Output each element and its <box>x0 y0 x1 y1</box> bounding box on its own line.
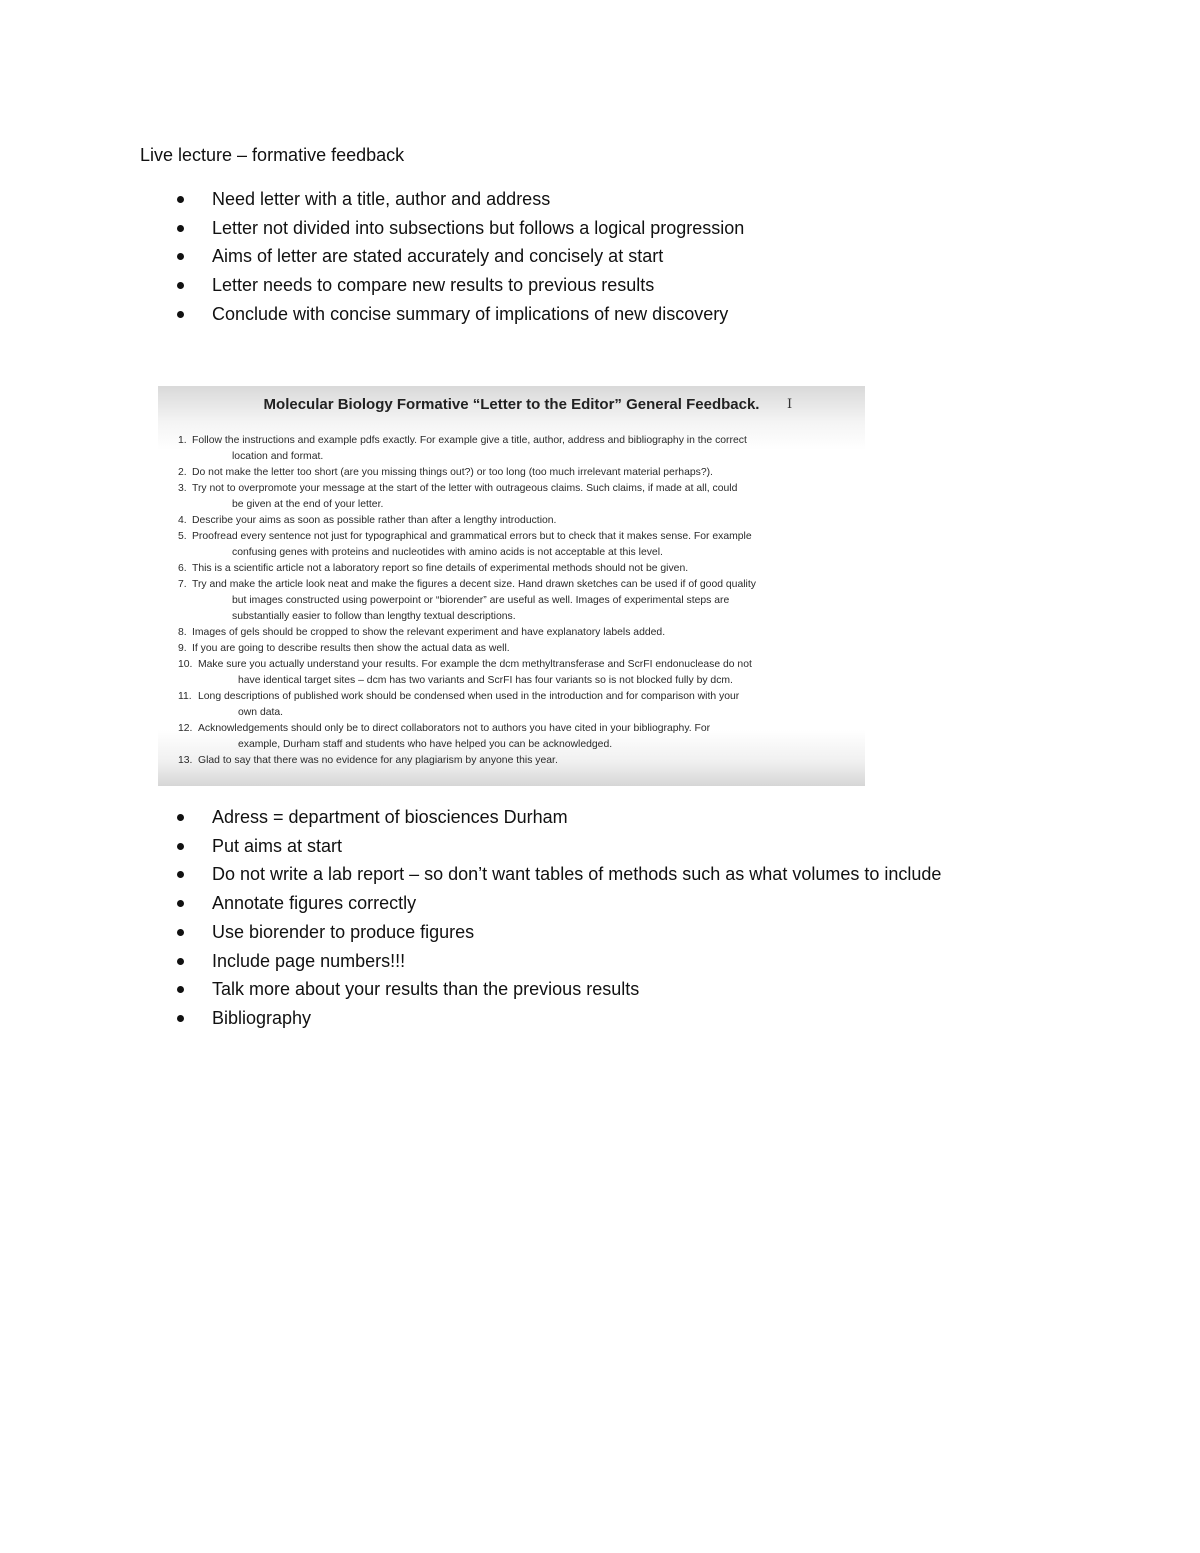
bullet-icon <box>177 843 184 850</box>
slide-list-item <box>178 657 854 689</box>
item-text: Long descriptions of published work should be condensed when used in the introduction and for comparison with your <box>198 691 740 702</box>
slide-list-item <box>178 753 854 769</box>
item-number: 7. <box>178 579 187 590</box>
item-text: Follow the instructions and example pdfs exactly. For example give a title, author, address and bibliography in the correct <box>192 435 747 446</box>
item-text: Describe your aims as soon as possible rather than after a lengthy introduction. <box>192 515 557 526</box>
bullet-text: Letter needs to compare new results to previous results <box>212 275 655 296</box>
item-text: Try and make the article look neat and make the figures a decent size. Hand drawn sketches can be used if of good quality <box>192 579 756 590</box>
item-number: 9. <box>178 643 187 654</box>
list-item <box>140 271 744 300</box>
list-item <box>140 242 744 271</box>
item-text-continued: substantially easier to follow than lengthy textual descriptions. <box>232 611 516 622</box>
page-heading: Live lecture – formative feedback <box>140 145 405 165</box>
item-text: Do not make the letter too short (are you missing things out?) or too long (too much irrelevant material perhaps?). <box>192 467 713 478</box>
item-number: 4. <box>178 515 187 526</box>
slide-list-item <box>178 689 854 721</box>
bullet-icon <box>177 282 184 289</box>
bullet-icon <box>177 900 184 907</box>
list-item <box>140 975 941 1004</box>
slide-list-item <box>178 465 854 481</box>
slide-list-item <box>178 577 854 625</box>
bullet-text: Aims of letter are stated accurately and concisely at start <box>212 246 664 267</box>
slide-list-item <box>178 721 854 753</box>
item-number: 11. <box>178 691 192 702</box>
item-text: Try not to overpromote your message at the start of the letter with outrageous claims. Such claims, if made at all, could <box>192 483 738 494</box>
bullet-icon <box>177 929 184 936</box>
bullet-icon <box>177 225 184 232</box>
list-item <box>140 860 941 889</box>
bullet-text: Put aims at start <box>212 835 343 856</box>
list-item <box>140 889 941 918</box>
bullet-icon <box>177 871 184 878</box>
slide-list-item <box>178 625 854 641</box>
feedback-slide-image <box>158 386 865 786</box>
bullet-text: Bibliography <box>212 1007 312 1028</box>
item-text: If you are going to describe results then show the actual data as well. <box>192 643 510 654</box>
list-item <box>140 803 941 832</box>
list-item <box>140 918 941 947</box>
item-text: This is a scientific article not a laboratory report so fine details of experimental methods should not be given. <box>192 563 689 574</box>
bullet-icon <box>177 196 184 203</box>
item-number: 13. <box>178 755 193 766</box>
item-text: Make sure you actually understand your results. For example the dcm methyltransferase and ScrFI endonuclease do not <box>198 659 752 670</box>
slide-list-item <box>178 529 854 561</box>
item-text-continued: example, Durham staff and students who have helped you can be acknowledged. <box>238 739 613 750</box>
bullet-icon <box>177 986 184 993</box>
list-item <box>140 214 744 243</box>
bullet-icon <box>177 1015 184 1022</box>
bottom-bullet-list <box>140 803 941 1033</box>
bullet-text: Talk more about your results than the previous results <box>212 979 640 1000</box>
item-text: Glad to say that there was no evidence for any plagiarism by anyone this year. <box>198 755 558 766</box>
item-text-continued: confusing genes with proteins and nucleotides with amino acids is not acceptable at this level. <box>232 547 663 558</box>
item-text: Proofread every sentence not just for typographical and grammatical errors but to check that it makes sense. For example <box>192 531 752 542</box>
slide-list-item <box>178 513 854 529</box>
item-text: Acknowledgements should only be to direct collaborators not to authors you have cited in your bibliography. For <box>198 723 711 734</box>
item-number: 8. <box>178 627 187 638</box>
item-number: 1. <box>178 435 187 446</box>
bullet-icon <box>177 253 184 260</box>
bullet-text: Need letter with a title, author and address <box>212 189 551 209</box>
item-text-continued: but images constructed using powerpoint or “biorender” are useful as well. Images of experimental steps are <box>232 595 730 606</box>
item-number: 2. <box>178 467 187 478</box>
item-number: 5. <box>178 531 187 542</box>
list-item <box>140 832 941 861</box>
item-text-continued: be given at the end of your letter. <box>232 499 384 510</box>
bullet-text: Adress = department of biosciences Durham <box>212 807 568 827</box>
bullet-text: Include page numbers!!! <box>212 950 406 971</box>
slide-list-item <box>178 433 854 465</box>
slide-title: Molecular Biology Formative “Letter to the Editor” General Feedback. <box>263 396 760 413</box>
bullet-text: Conclude with concise summary of implications of new discovery <box>212 303 729 324</box>
slide-list-item <box>178 561 854 577</box>
bullet-text: Annotate figures correctly <box>212 893 417 914</box>
bullet-icon <box>177 814 184 821</box>
bullet-text: Letter not divided into subsections but follows a logical progression <box>212 217 745 238</box>
bullet-icon <box>177 311 184 318</box>
bullet-icon <box>177 958 184 965</box>
item-text: Images of gels should be cropped to show the relevant experiment and have explanatory labels added. <box>192 627 666 638</box>
list-item <box>140 1004 941 1033</box>
bullet-text: Use biorender to produce figures <box>212 921 475 942</box>
item-number: 12. <box>178 723 193 734</box>
slide-list-item <box>178 481 854 513</box>
item-number: 10. <box>178 659 193 670</box>
text-cursor-icon: I <box>787 397 793 412</box>
item-number: 3. <box>178 483 187 494</box>
bullet-text: Do not write a lab report – so don’t want tables of methods such as what volumes to include <box>212 864 942 885</box>
slide-feedback-list <box>178 433 854 769</box>
list-item <box>140 185 744 214</box>
item-text-continued: own data. <box>238 707 284 718</box>
list-item <box>140 947 941 976</box>
list-item <box>140 300 744 329</box>
item-text-continued: location and format. <box>232 451 324 462</box>
item-number: 6. <box>178 563 187 574</box>
top-bullet-list <box>140 185 744 329</box>
slide-list-item <box>178 641 854 657</box>
item-text-continued: have identical target sites – dcm has two variants and ScrFI has four variants so is not blocked fully by dcm. <box>238 675 733 686</box>
